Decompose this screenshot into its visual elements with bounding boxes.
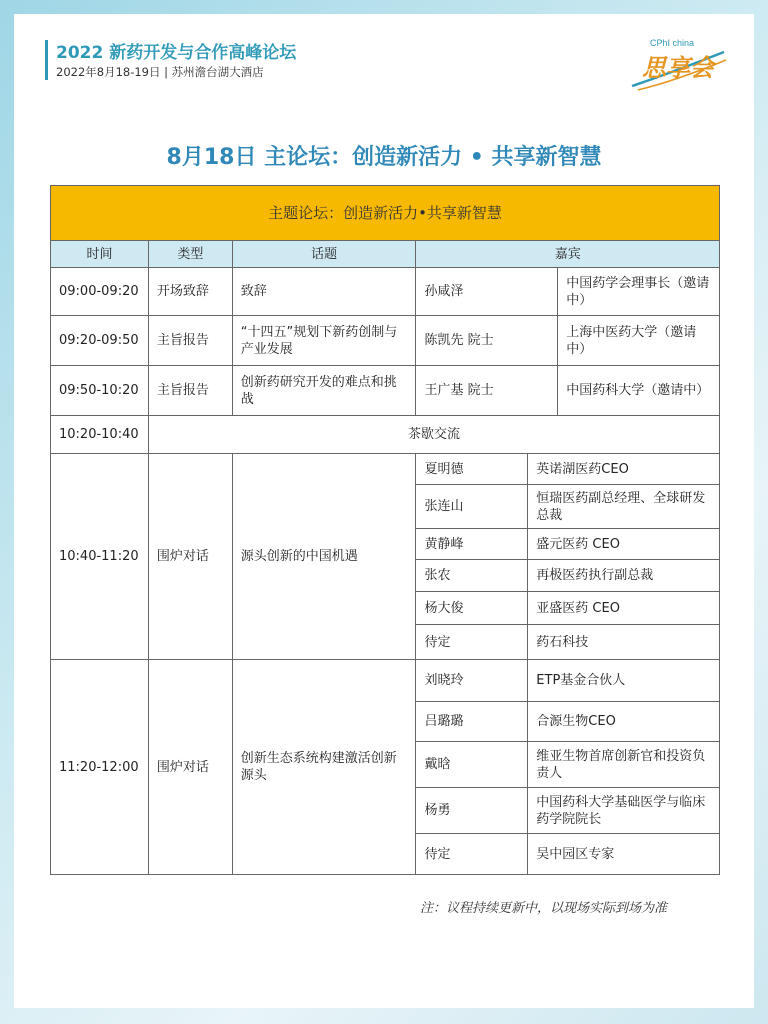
- type-cell: 主旨报告: [148, 366, 232, 416]
- speaker-cell: 黄静峰: [416, 529, 528, 560]
- speaker-cell: 张农: [416, 560, 528, 592]
- org-cell: 再极医药执行副总裁: [528, 560, 720, 592]
- speaker-cell: 戴晗: [416, 742, 528, 788]
- event-title: 2022 新药开发与合作高峰论坛: [56, 43, 297, 63]
- header-accent-bar: [45, 40, 48, 80]
- topic-cell: 创新生态系统构建激活创新源头: [232, 660, 416, 875]
- time-cell: 09:50-10:20: [51, 366, 149, 416]
- org-cell: 中国药学会理事长（邀请中）: [558, 268, 720, 316]
- table-row: [51, 454, 720, 485]
- type-cell: 主旨报告: [148, 316, 232, 366]
- org-cell: 中国药科大学（邀请中）: [558, 366, 720, 416]
- table-row: [51, 268, 720, 316]
- speaker-cell: 待定: [416, 834, 528, 875]
- speaker-cell: 夏明德: [416, 454, 528, 485]
- agenda-note: 注：议程持续更新中，以现场实际到场为准: [420, 901, 668, 916]
- event-date-venue: 2022年8月18-19日 | 苏州澹台湖大酒店: [56, 65, 264, 79]
- type-cell: 围炉对话: [148, 660, 232, 875]
- speaker-cell: 陈凯先 院士: [416, 316, 558, 366]
- org-cell: 中国药科大学基础医学与临床药学院院长: [528, 788, 720, 834]
- topic-cell: 创新药研究开发的难点和挑战: [232, 366, 416, 416]
- topic-cell: 源头创新的中国机遇: [232, 454, 416, 660]
- org-cell: 盛元医药 CEO: [528, 529, 720, 560]
- speaker-cell: 待定: [416, 625, 528, 660]
- column-header-time: 时间: [51, 241, 149, 268]
- org-cell: 英诺湖医药CEO: [528, 454, 720, 485]
- speaker-cell: 刘晓玲: [416, 660, 528, 702]
- column-header-topic: 话题: [232, 241, 416, 268]
- org-cell: 合源生物CEO: [528, 702, 720, 742]
- org-cell: 药石科技: [528, 625, 720, 660]
- table-row: [51, 416, 720, 454]
- time-cell: 10:20-10:40: [51, 416, 149, 454]
- time-cell: 10:40-11:20: [51, 454, 149, 660]
- speaker-cell: 杨大俊: [416, 592, 528, 625]
- agenda-table: [50, 185, 720, 875]
- break-cell: 茶歇交流: [148, 416, 719, 454]
- column-header-type: 类型: [148, 241, 232, 268]
- speaker-cell: 吕璐璐: [416, 702, 528, 742]
- time-cell: 09:00-09:20: [51, 268, 149, 316]
- topic-cell: “十四五”规划下新药创制与产业发展: [232, 316, 416, 366]
- table-row: [51, 316, 720, 366]
- forum-banner: 主题论坛：创造新活力•共享新智慧: [51, 186, 720, 241]
- type-cell: 开场致辞: [148, 268, 232, 316]
- speaker-cell: 孙咸泽: [416, 268, 558, 316]
- time-cell: 09:20-09:50: [51, 316, 149, 366]
- org-cell: 上海中医药大学（邀请中）: [558, 316, 720, 366]
- table-row: [51, 660, 720, 702]
- time-cell: 11:20-12:00: [51, 660, 149, 875]
- topic-cell: 致辞: [232, 268, 416, 316]
- org-cell: 恒瑞医药副总经理、全球研发总裁: [528, 485, 720, 529]
- type-cell: 围炉对话: [148, 454, 232, 660]
- column-header-guest: 嘉宾: [416, 241, 720, 268]
- logo-brand-text: CPhI china: [650, 38, 695, 48]
- org-cell: 维亚生物首席创新官和投资负责人: [528, 742, 720, 788]
- org-cell: 亚盛医药 CEO: [528, 592, 720, 625]
- org-cell: ETP基金合伙人: [528, 660, 720, 702]
- org-cell: 吴中园区专家: [528, 834, 720, 875]
- speaker-cell: 王广基 院士: [416, 366, 558, 416]
- speaker-cell: 杨勇: [416, 788, 528, 834]
- speaker-cell: 张连山: [416, 485, 528, 529]
- table-row: [51, 366, 720, 416]
- logo-main-text: 思享会: [642, 54, 714, 82]
- page-title: 8月18日 主论坛：创造新活力 • 共享新智慧: [166, 145, 602, 170]
- cphi-logo: [628, 34, 728, 94]
